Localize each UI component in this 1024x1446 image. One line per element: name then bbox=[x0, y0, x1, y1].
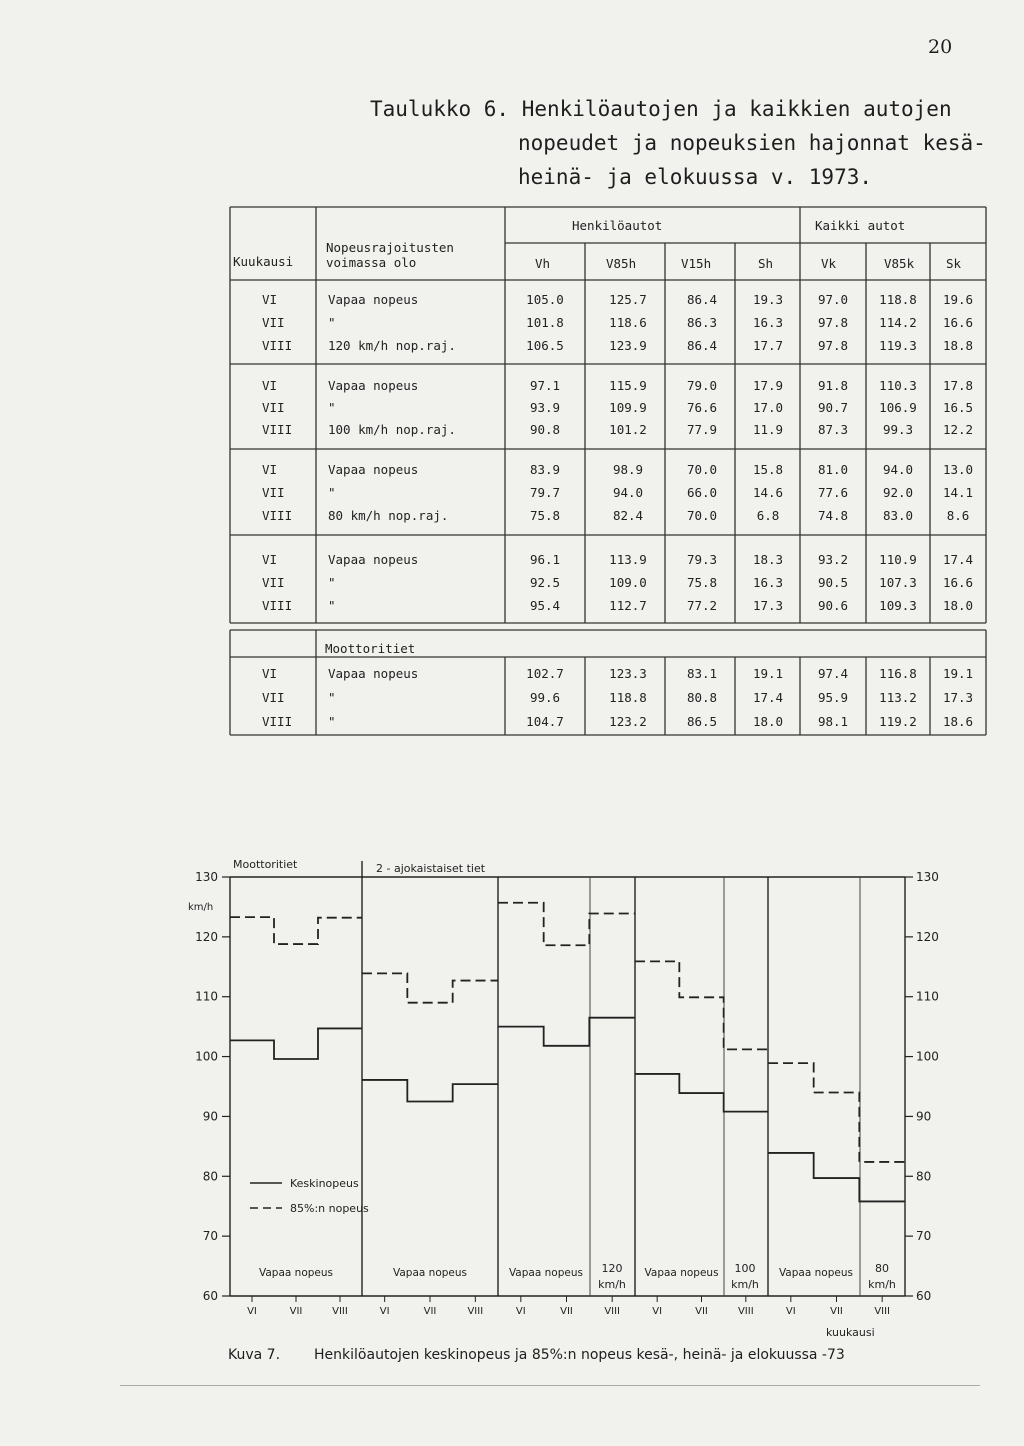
table-cell-value: 80.8 bbox=[686, 690, 718, 705]
table-cell-limit: " bbox=[328, 714, 336, 729]
series-85-percent-speed bbox=[635, 961, 768, 1049]
table-cell-limit: " bbox=[328, 575, 336, 590]
table-cell-value: 17.0 bbox=[752, 400, 784, 415]
table-cell-value: 6.8 bbox=[756, 508, 780, 523]
table-cell-value: 93.2 bbox=[817, 552, 849, 567]
y-tick-label-left: 80 bbox=[202, 1169, 218, 1184]
x-tick-label: VII bbox=[560, 1306, 573, 1317]
y-tick-label-left: 60 bbox=[202, 1289, 218, 1303]
table-cell-value: 13.0 bbox=[942, 462, 974, 477]
header-nopeusraj-2: voimassa olo bbox=[326, 255, 417, 270]
group-label: Vapaa nopeus bbox=[508, 1267, 583, 1279]
table-cell-value: 98.1 bbox=[817, 714, 849, 729]
x-tick-label: VII bbox=[423, 1306, 437, 1317]
table-cell-value: 76.6 bbox=[686, 400, 718, 415]
figure-caption bbox=[228, 1347, 845, 1363]
table-cell-value: 90.8 bbox=[529, 422, 561, 437]
table-cell-limit: " bbox=[328, 315, 336, 330]
table-cell-value: 17.3 bbox=[752, 598, 784, 613]
x-tick-label: VI bbox=[652, 1306, 663, 1317]
legend bbox=[250, 1177, 369, 1215]
table-cell-month: VIII bbox=[262, 598, 293, 613]
table-cell-month: VII bbox=[262, 485, 285, 500]
table-cell-value: 17.3 bbox=[942, 690, 974, 705]
table-cell-limit: 80 km/h nop.raj. bbox=[328, 508, 449, 523]
table-cell-value: 93.9 bbox=[529, 400, 561, 415]
table-cell-value: 86.4 bbox=[686, 292, 718, 307]
x-tick-label: VI bbox=[785, 1306, 796, 1317]
x-tick-label: VII bbox=[289, 1306, 303, 1317]
legend-85-nopeus: 85%:n nopeus bbox=[290, 1202, 369, 1215]
subheader-vk: Vk bbox=[821, 256, 837, 271]
table-cell-value: 110.9 bbox=[879, 552, 917, 567]
table-cell-limit: 120 km/h nop.raj. bbox=[328, 338, 456, 353]
table-cell-value: 97.8 bbox=[817, 338, 849, 353]
table-cell-month: VII bbox=[262, 315, 285, 330]
y-tick-label-right: 120 bbox=[916, 929, 939, 944]
table-cell-value: 17.8 bbox=[942, 378, 974, 393]
table-cell-value: 16.6 bbox=[942, 315, 974, 330]
table-cell-value: 14.1 bbox=[942, 485, 974, 500]
table-cell-limit: 100 km/h nop.raj. bbox=[328, 422, 456, 437]
table-cell-value: 115.9 bbox=[609, 378, 647, 393]
table-cell-value: 101.2 bbox=[609, 422, 647, 437]
table-cell-value: 79.0 bbox=[686, 378, 718, 393]
limit-label-value: 120 bbox=[601, 1262, 623, 1275]
table-cell-value: 70.0 bbox=[686, 462, 718, 477]
table-cell-value: 16.6 bbox=[942, 575, 974, 590]
table-cell-limit: Vapaa nopeus bbox=[328, 292, 419, 307]
table-cell-limit: Vapaa nopeus bbox=[328, 462, 419, 477]
x-tick-label: VIII bbox=[332, 1306, 348, 1317]
table-cell-month: VII bbox=[262, 690, 285, 705]
table-cell-value: 97.4 bbox=[817, 666, 849, 681]
table-cell-value: 105.0 bbox=[526, 292, 564, 307]
table-cell-value: 8.6 bbox=[946, 508, 970, 523]
x-tick-label: VI bbox=[247, 1306, 257, 1317]
y-tick-label-right: 130 bbox=[916, 870, 939, 884]
table-cell-value: 75.8 bbox=[686, 575, 718, 590]
table-cell-value: 19.1 bbox=[752, 666, 784, 681]
y-tick-label-left: 110 bbox=[195, 989, 218, 1004]
table-cell-limit: Vapaa nopeus bbox=[328, 552, 419, 567]
table-cell-value: 109.3 bbox=[879, 598, 917, 613]
table-cell-value: 95.9 bbox=[817, 690, 849, 705]
group-label: Vapaa nopeus bbox=[392, 1267, 468, 1279]
table-cell-value: 123.3 bbox=[609, 666, 647, 681]
table-cell-value: 114.2 bbox=[879, 315, 917, 330]
group-label: Vapaa nopeus bbox=[258, 1267, 334, 1279]
table-cell-value: 97.1 bbox=[529, 378, 561, 393]
table-cell-value: 19.1 bbox=[942, 666, 974, 681]
subheader-vh: Vh bbox=[535, 256, 551, 271]
table-cell-value: 118.8 bbox=[609, 690, 647, 705]
table-cell-value: 81.0 bbox=[817, 462, 849, 477]
table-cell-value: 109.0 bbox=[609, 575, 647, 590]
limit-label-value: 100 bbox=[734, 1262, 756, 1275]
x-tick-label: VII bbox=[830, 1306, 843, 1317]
table-cell-value: 107.3 bbox=[879, 575, 917, 590]
table-cell-value: 86.3 bbox=[686, 315, 718, 330]
series-mean-speed bbox=[498, 1018, 635, 1046]
caption-line-1: Taulukko 6. Henkilöautojen ja kaikkien autojen bbox=[370, 97, 952, 121]
table-cell-value: 17.7 bbox=[752, 338, 784, 353]
table-cell-value: 83.1 bbox=[686, 666, 718, 681]
table-cell-value: 112.7 bbox=[609, 598, 647, 613]
table-cell-limit: " bbox=[328, 598, 336, 613]
table-cell-value: 18.3 bbox=[752, 552, 784, 567]
table-cell-value: 18.6 bbox=[942, 714, 974, 729]
panel-header-two-lane: 2 - ajokaistaiset tiet bbox=[376, 862, 486, 875]
table-cell-value: 14.6 bbox=[752, 485, 784, 500]
y-tick-label-left: 130 bbox=[195, 870, 218, 884]
table-cell-value: 94.0 bbox=[882, 462, 914, 477]
table-cell-value: 16.3 bbox=[752, 575, 784, 590]
table-cell-value: 12.2 bbox=[942, 422, 974, 437]
table-cell-value: 77.9 bbox=[686, 422, 718, 437]
y-tick-label-right: 90 bbox=[916, 1109, 932, 1124]
y-tick-label-right: 70 bbox=[916, 1229, 932, 1244]
table-cell-month: VI bbox=[262, 462, 278, 477]
table-cell-value: 110.3 bbox=[879, 378, 917, 393]
y-tick-label-left: 70 bbox=[202, 1229, 218, 1244]
table-cell-value: 16.5 bbox=[942, 400, 974, 415]
x-tick-label: VIII bbox=[874, 1306, 891, 1317]
table-cell-month: VI bbox=[262, 666, 278, 681]
table-cell-value: 97.0 bbox=[817, 292, 849, 307]
table-cell-value: 101.8 bbox=[526, 315, 564, 330]
table-cell-value: 77.6 bbox=[817, 485, 849, 500]
bottom-rule bbox=[120, 1385, 980, 1386]
x-tick-label: VIII bbox=[467, 1306, 484, 1317]
y-unit-label: km/h bbox=[188, 902, 214, 913]
table-cell-value: 113.2 bbox=[879, 690, 917, 705]
y-tick-label-right: 100 bbox=[916, 1049, 939, 1064]
x-tick-label: VIII bbox=[737, 1306, 754, 1317]
table-cell-value: 87.3 bbox=[817, 422, 849, 437]
series-85-percent-speed bbox=[768, 1063, 905, 1162]
table-cell-value: 123.2 bbox=[609, 714, 647, 729]
y-tick-label-right: 110 bbox=[916, 989, 939, 1004]
table-cell-value: 91.8 bbox=[817, 378, 849, 393]
header-kuukausi: Kuukausi bbox=[233, 254, 294, 269]
table-cell-limit: Vapaa nopeus bbox=[328, 378, 419, 393]
table-cell-value: 70.0 bbox=[686, 508, 718, 523]
table-cell-value: 17.9 bbox=[752, 378, 784, 393]
table-cell-value: 113.9 bbox=[609, 552, 647, 567]
table-cell-value: 15.8 bbox=[752, 462, 784, 477]
subheader-v15h: V15h bbox=[681, 256, 712, 271]
limit-label-unit: km/h bbox=[868, 1278, 896, 1291]
table-cell-value: 82.4 bbox=[612, 508, 644, 523]
table-cell-value: 90.6 bbox=[817, 598, 849, 613]
motorway-label: Moottoritiet bbox=[325, 641, 416, 656]
table-cell-value: 79.3 bbox=[686, 552, 718, 567]
table-cell-month: VIII bbox=[262, 714, 293, 729]
limit-label-unit: km/h bbox=[598, 1278, 626, 1291]
table-cell-value: 92.0 bbox=[882, 485, 914, 500]
table-cell-value: 18.0 bbox=[942, 598, 974, 613]
x-tick-label: VII bbox=[695, 1306, 708, 1317]
table-cell-value: 19.6 bbox=[942, 292, 974, 307]
table-cell-value: 99.3 bbox=[882, 422, 914, 437]
limit-label-unit: km/h bbox=[731, 1278, 759, 1291]
group-label: Vapaa nopeus bbox=[644, 1267, 719, 1279]
group-label: Vapaa nopeus bbox=[778, 1267, 853, 1279]
table-cell-value: 96.1 bbox=[529, 552, 561, 567]
y-tick-label-right: 80 bbox=[916, 1169, 932, 1184]
table-cell-value: 77.2 bbox=[686, 598, 718, 613]
table-cell-value: 109.9 bbox=[609, 400, 647, 415]
table-cell-month: VIII bbox=[262, 338, 293, 353]
table-cell-value: 83.0 bbox=[882, 508, 914, 523]
x-tick-label: VIII bbox=[604, 1306, 621, 1317]
table-cell-value: 19.3 bbox=[752, 292, 784, 307]
y-tick-label-right: 60 bbox=[916, 1289, 932, 1303]
table-cell-value: 17.4 bbox=[942, 552, 974, 567]
table-cell-value: 90.5 bbox=[817, 575, 849, 590]
subheader-sh: Sh bbox=[758, 256, 774, 271]
table-cell-value: 18.8 bbox=[942, 338, 974, 353]
table-cell-value: 17.4 bbox=[752, 690, 784, 705]
y-tick-label-left: 90 bbox=[202, 1109, 218, 1124]
table-cell-value: 118.8 bbox=[879, 292, 917, 307]
series-mean-speed bbox=[635, 1074, 768, 1112]
table-cell-month: VII bbox=[262, 400, 285, 415]
table-cell-month: VII bbox=[262, 575, 285, 590]
table-cell-value: 119.2 bbox=[879, 714, 917, 729]
table-cell-value: 97.8 bbox=[817, 315, 849, 330]
table-cell-value: 94.0 bbox=[612, 485, 644, 500]
chart-frame bbox=[230, 861, 905, 1296]
series-mean-speed bbox=[230, 1028, 362, 1059]
series-85-percent-speed bbox=[362, 973, 498, 1002]
y-tick-label-left: 120 bbox=[195, 929, 218, 944]
subheader-v85h: V85h bbox=[606, 256, 637, 271]
table-cell-value: 116.8 bbox=[879, 666, 917, 681]
figure-number: Kuva 7. bbox=[228, 1347, 281, 1363]
table-cell-value: 74.8 bbox=[817, 508, 849, 523]
table-cell-limit: " bbox=[328, 690, 336, 705]
header-henkiloautot: Henkilöautot bbox=[572, 218, 663, 233]
table-cell-value: 75.8 bbox=[529, 508, 561, 523]
series-85-percent-speed bbox=[498, 903, 635, 945]
panel-header-motorways: Moottoritiet bbox=[233, 858, 298, 871]
table-cell-value: 83.9 bbox=[529, 462, 561, 477]
table-cell-value: 11.9 bbox=[752, 422, 784, 437]
table-cell-value: 123.9 bbox=[609, 338, 647, 353]
table-cell-month: VIII bbox=[262, 422, 293, 437]
table-cell-month: VIII bbox=[262, 508, 293, 523]
series-mean-speed bbox=[768, 1153, 905, 1201]
page-number: 20 bbox=[928, 36, 953, 58]
table-cell-limit: " bbox=[328, 400, 336, 415]
header-nopeusraj-1: Nopeusrajoitusten bbox=[326, 240, 454, 255]
table-cell-month: VI bbox=[262, 552, 278, 567]
limit-label-value: 80 bbox=[875, 1262, 889, 1275]
table-cell-month: VI bbox=[262, 292, 278, 307]
caption-line-2: nopeudet ja nopeuksien hajonnat kesä- bbox=[518, 131, 986, 155]
table-cell-value: 16.3 bbox=[752, 315, 784, 330]
y-tick-label-left: 100 bbox=[195, 1049, 218, 1064]
figure-caption-text: Henkilöautojen keskinopeus ja 85%:n nopeus kesä-, heinä- ja elokuussa -73 bbox=[314, 1347, 845, 1363]
x-axis-label: kuukausi bbox=[826, 1326, 875, 1339]
table-cell-value: 106.9 bbox=[879, 400, 917, 415]
table-cell-limit: " bbox=[328, 485, 336, 500]
legend-keskinopeus: Keskinopeus bbox=[290, 1177, 359, 1190]
table-cell-limit: Vapaa nopeus bbox=[328, 666, 419, 681]
table-cell-value: 104.7 bbox=[526, 714, 564, 729]
table-cell-value: 18.0 bbox=[752, 714, 784, 729]
table-cell-value: 106.5 bbox=[526, 338, 564, 353]
table-cell-value: 86.4 bbox=[686, 338, 718, 353]
series-mean-speed bbox=[362, 1080, 498, 1102]
table-cell-value: 79.7 bbox=[529, 485, 561, 500]
x-tick-label: VI bbox=[515, 1306, 526, 1317]
table-cell-value: 125.7 bbox=[609, 292, 647, 307]
table-cell-value: 66.0 bbox=[686, 485, 718, 500]
x-tick-label: VI bbox=[379, 1306, 390, 1317]
table-cell-value: 102.7 bbox=[526, 666, 564, 681]
subheader-v85k: V85k bbox=[884, 256, 915, 271]
table-cell-value: 86.5 bbox=[686, 714, 718, 729]
subheader-sk: Sk bbox=[946, 256, 962, 271]
table-cell-value: 95.4 bbox=[529, 598, 561, 613]
caption-line-3: heinä- ja elokuussa v. 1973. bbox=[518, 165, 873, 189]
table-cell-value: 98.9 bbox=[612, 462, 644, 477]
table-cell-month: VI bbox=[262, 378, 278, 393]
series-85-percent-speed bbox=[230, 917, 362, 944]
table-cell-value: 119.3 bbox=[879, 338, 917, 353]
table-cell-value: 90.7 bbox=[817, 400, 849, 415]
table-cell-value: 99.6 bbox=[529, 690, 561, 705]
table-cell-value: 92.5 bbox=[529, 575, 561, 590]
header-kaikki-autot: Kaikki autot bbox=[815, 218, 906, 233]
table-cell-value: 118.6 bbox=[609, 315, 647, 330]
